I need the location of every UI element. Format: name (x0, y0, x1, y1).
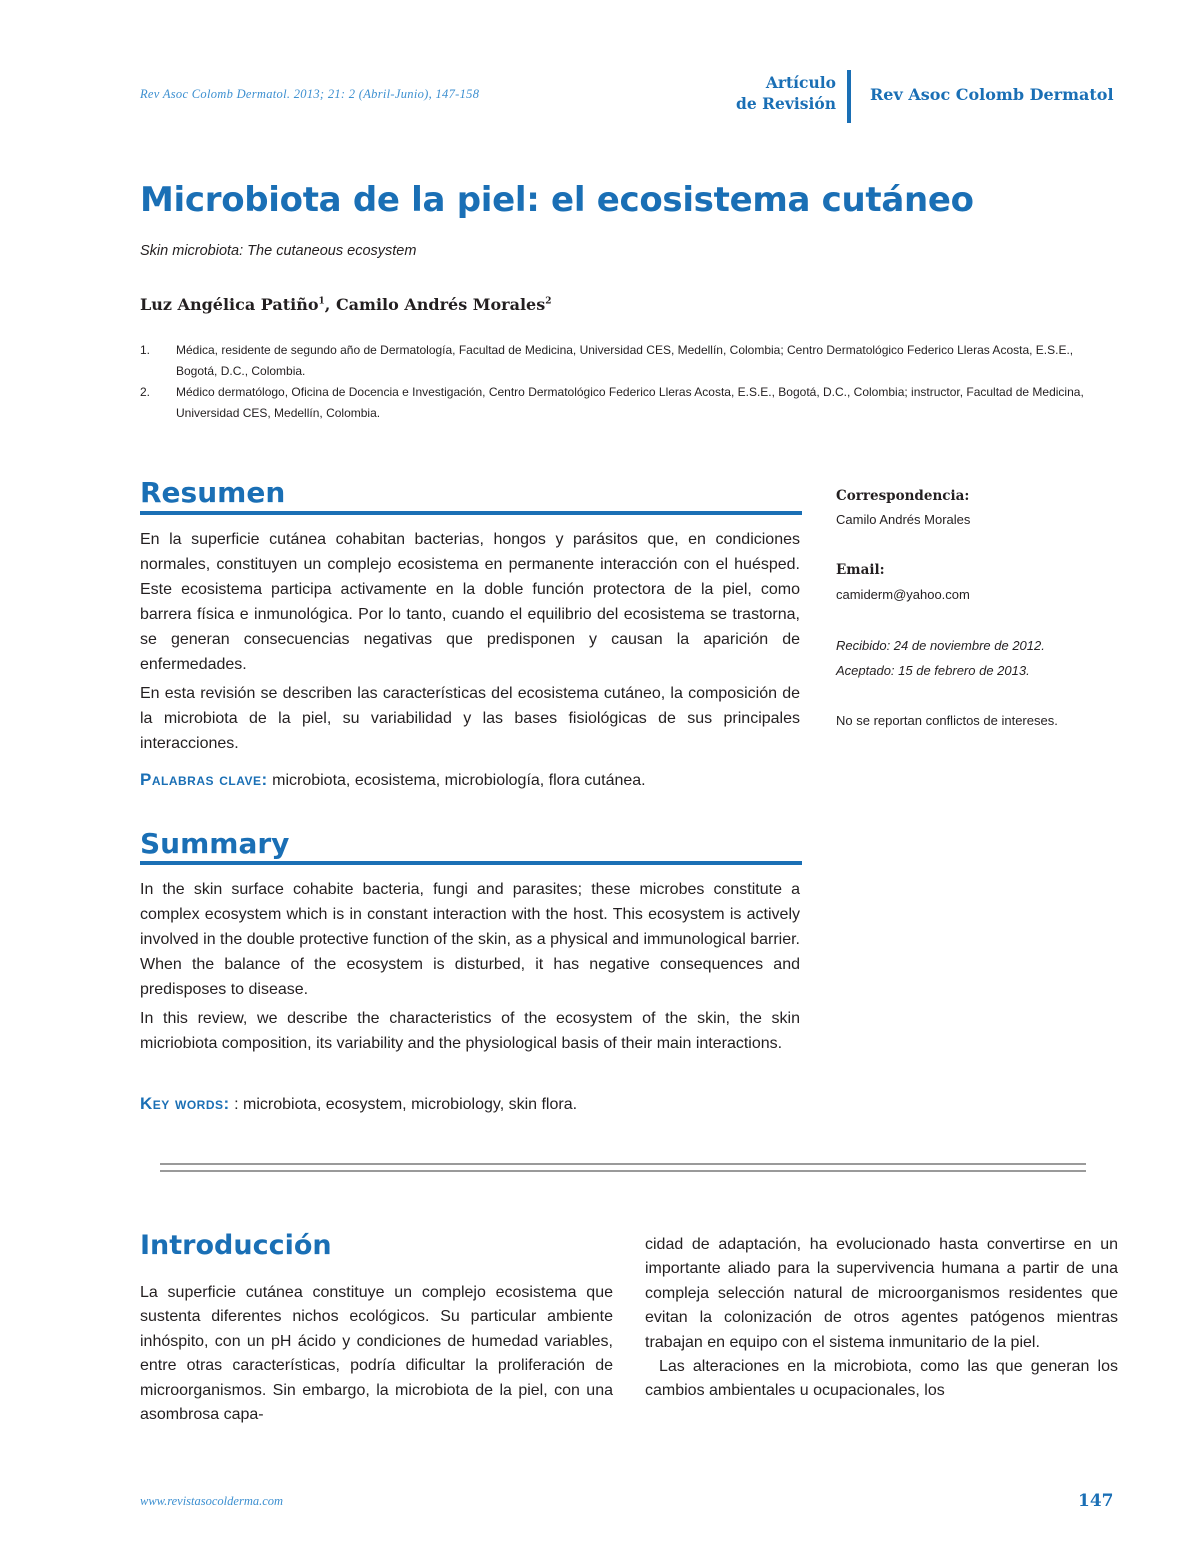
summary-paragraph-1: In the skin surface cohabite bacteria, fungi and parasites; these microbes constitute a complex ecosystem which is in constant interaction with the host. This ecosystem is actively involved in the double protective function of the skin, as a physical and immunological barrier. When the balance of the ecosystem is disturbed, it has negative consequences and predisposes to disease. (140, 881, 800, 998)
article-type-line1: Artículo (765, 73, 836, 92)
page-number: 147 (1078, 1491, 1114, 1511)
intro-left-column (140, 1281, 613, 1427)
section-divider (160, 1163, 1086, 1172)
affiliation-number: 1. (140, 343, 151, 357)
correspondence-name: Camilo Andrés Morales (836, 512, 971, 527)
summary-rule (140, 861, 802, 865)
resumen-body (140, 527, 800, 760)
summary-keywords (140, 1094, 577, 1114)
affiliation-number: 2. (140, 385, 151, 399)
affiliation-1 (140, 340, 1115, 382)
summary-heading: Summary (140, 827, 290, 860)
intro-paragraph-1: La superficie cutánea constituye un complejo ecosistema que sustenta diferentes nichos ecológicos. Su particular ambiente inhóspito, con un pH ácido y condiciones de humedad variables, entre otras características, podría dificultar la proliferación de microorganismos. Sin embargo, la microbiota de la piel, con una asombrosa capa- (140, 1284, 613, 1424)
accepted-date: Aceptado: 15 de febrero de 2013. (836, 663, 1030, 678)
email-label: Email: (836, 562, 885, 578)
resumen-keywords (140, 770, 646, 790)
summary-body (140, 877, 800, 1060)
author-1-sup: 1 (318, 296, 325, 307)
article-type-line2: de Revisión (736, 94, 836, 113)
author-2: Camilo Andrés Morales (335, 295, 546, 314)
resumen-rule (140, 511, 802, 515)
conflicts-statement: No se reportan conflictos de intereses. (836, 713, 1058, 728)
affiliation-text: Médico dermatólogo, Oficina de Docencia e Investigación, Centro Dermatológico Federico Lleras Acosta, E.S.E., Bogotá, D.C., Colombia; instructor, Facultad de Medicina, Universidad CES, Medellín, Colombia. (176, 385, 1084, 420)
email-address: camiderm@yahoo.com (836, 587, 970, 602)
resumen-paragraph-2: En esta revisión se describen las características del ecosistema cutáneo, la composición de la microbiota de la piel, su variabilidad y las bases fisiológicas de sus principales interacciones. (140, 685, 800, 752)
authors (140, 295, 552, 314)
intro-right-column (645, 1233, 1118, 1404)
author-2-sup: 2 (545, 296, 552, 307)
keywords-label: Key words: (140, 1094, 230, 1113)
author-1: Luz Angélica Patiño (140, 295, 319, 314)
article-title: Microbiota de la piel: el ecosistema cutáneo (140, 180, 974, 220)
keywords-text: : microbiota, ecosystem, microbiology, skin flora. (229, 1096, 578, 1113)
journal-citation: Rev Asoc Colomb Dermatol. 2013; 21: 2 (Abril-Junio), 147-158 (140, 87, 480, 101)
article-subtitle: Skin microbiota: The cutaneous ecosystem (140, 243, 417, 259)
intro-paragraph-1-cont: cidad de adaptación, ha evolucionado hasta convertirse en un importante aliado para la supervivencia humana a partir de una compleja selección natural de microorganismos residentes que evitan la colonización de otros agentes patógenos mientras trabajan en equipo con el sistema inmunitario de la piel. (645, 1236, 1118, 1351)
author-separator: , (324, 295, 336, 314)
article-type-tag (700, 72, 836, 114)
affiliation-2 (140, 382, 1115, 424)
intro-paragraph-2: Las alteraciones en la microbiota, como las que generan los cambios ambientales u ocupacionales, los (645, 1358, 1118, 1400)
keywords-label: Palabras clave: (140, 770, 268, 789)
footer-url: www.revistasocolderma.com (140, 1494, 284, 1508)
received-date: Recibido: 24 de noviembre de 2012. (836, 638, 1045, 653)
keywords-text: microbiota, ecosistema, microbiología, flora cutánea. (267, 772, 646, 789)
journal-name: Rev Asoc Colomb Dermatol (870, 85, 1114, 104)
affiliation-text: Médica, residente de segundo año de Dermatología, Facultad de Medicina, Universidad CES, Medellín, Colombia; Centro Dermatológico Federico Lleras Acosta, E.S.E., Bogotá, D.C., Colombia. (176, 343, 1074, 378)
intro-heading: Introducción (140, 1230, 332, 1261)
summary-paragraph-2: In this review, we describe the characteristics of the ecosystem of the skin, the skin micriobiota composition, its variability and the physiological basis of their main interactions. (140, 1010, 800, 1052)
correspondence-label: Correspondencia: (836, 488, 970, 504)
resumen-paragraph-1: En la superficie cutánea cohabitan bacterias, hongos y parásitos que, en condiciones normales, constituyen un complejo ecosistema en permanente interacción con el huésped. Este ecosistema participa activamente en la doble función protectora de la piel, como barrera física e inmunológica. Por lo tanto, cuando el equilibrio del ecosistema se trastorna, se generan consecuencias negativas que predisponen y causan la aparición de enfermedades. (140, 531, 800, 673)
header-separator (847, 70, 851, 123)
resumen-heading: Resumen (140, 476, 286, 509)
